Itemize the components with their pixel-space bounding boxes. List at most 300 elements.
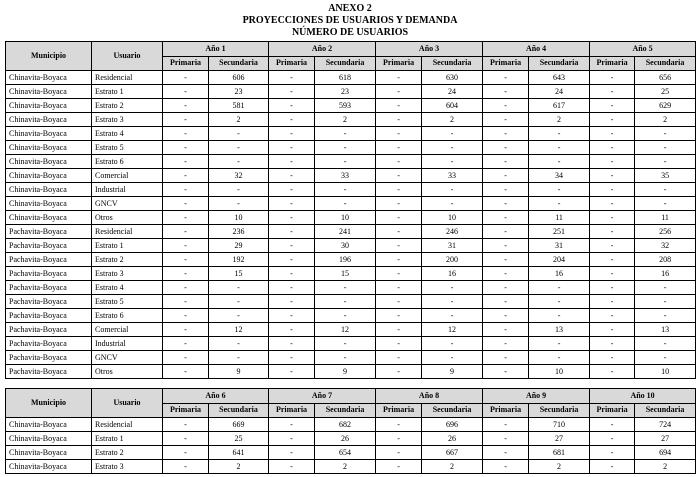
usuario-cell: Estrato 4 [92, 127, 163, 141]
secundaria-value-cell: 27 [635, 432, 696, 446]
secundaria-value-cell: 24 [529, 85, 590, 99]
primaria-value-cell: - [590, 85, 635, 99]
primaria-value-cell: - [590, 225, 635, 239]
primaria-value-cell: - [483, 155, 529, 169]
year-header: Año 6 [163, 389, 269, 404]
primaria-value-cell: - [376, 267, 422, 281]
usuario-cell: Residencial [92, 71, 163, 85]
primaria-value-cell: - [163, 281, 209, 295]
secundaria-value-cell: - [422, 281, 483, 295]
usuario-cell: Estrato 5 [92, 141, 163, 155]
secundaria-value-cell: 2 [529, 460, 590, 474]
primaria-value-cell: - [269, 253, 315, 267]
secundaria-value-cell: - [635, 281, 696, 295]
year-header-row [6, 42, 696, 57]
secundaria-value-cell: 669 [209, 418, 269, 432]
primaria-value-cell: - [163, 337, 209, 351]
primaria-value-cell: - [163, 446, 209, 460]
secundaria-value-cell: 682 [315, 418, 376, 432]
municipio-header: Municipio [6, 389, 92, 418]
primaria-value-cell: - [483, 99, 529, 113]
primaria-value-cell: - [269, 85, 315, 99]
secundaria-value-cell: 246 [422, 225, 483, 239]
primaria-value-cell: - [483, 323, 529, 337]
secundaria-value-cell: - [529, 281, 590, 295]
table-row [6, 460, 696, 474]
secundaria-header: Secundaria [209, 56, 269, 71]
primaria-value-cell: - [483, 351, 529, 365]
secundaria-value-cell: 724 [635, 418, 696, 432]
primaria-value-cell: - [163, 169, 209, 183]
secundaria-value-cell: - [635, 295, 696, 309]
secundaria-header: Secundaria [422, 403, 483, 418]
secundaria-value-cell: 16 [422, 267, 483, 281]
usuario-cell: GNCV [92, 197, 163, 211]
municipio-header: Municipio [6, 42, 92, 71]
primaria-value-cell: - [269, 155, 315, 169]
year-header: Año 1 [163, 42, 269, 57]
table-row [6, 197, 696, 211]
municipio-cell: Chinavita-Boyaca [6, 71, 92, 85]
usuario-cell: Estrato 4 [92, 281, 163, 295]
secundaria-value-cell: - [529, 127, 590, 141]
primaria-value-cell: - [163, 460, 209, 474]
municipio-cell: Chinavita-Boyaca [6, 183, 92, 197]
secundaria-value-cell: 25 [635, 85, 696, 99]
usuario-cell: Comercial [92, 169, 163, 183]
secundaria-value-cell: 11 [635, 211, 696, 225]
secundaria-value-cell: 654 [315, 446, 376, 460]
secundaria-value-cell: 26 [315, 432, 376, 446]
secundaria-value-cell: - [209, 141, 269, 155]
primaria-value-cell: - [163, 197, 209, 211]
secundaria-header: Secundaria [529, 56, 590, 71]
primaria-value-cell: - [269, 337, 315, 351]
primaria-value-cell: - [590, 460, 635, 474]
primaria-value-cell: - [269, 127, 315, 141]
table-row [6, 155, 696, 169]
table-row [6, 85, 696, 99]
primaria-value-cell: - [483, 239, 529, 253]
secundaria-value-cell: - [209, 351, 269, 365]
secundaria-value-cell: 12 [209, 323, 269, 337]
primaria-value-cell: - [163, 155, 209, 169]
table-row [6, 211, 696, 225]
year-header: Año 3 [376, 42, 483, 57]
primaria-value-cell: - [590, 351, 635, 365]
municipio-cell: Pachavita-Boyaca [6, 337, 92, 351]
municipio-cell: Chinavita-Boyaca [6, 141, 92, 155]
primaria-value-cell: - [483, 85, 529, 99]
primaria-value-cell: - [376, 225, 422, 239]
primaria-value-cell: - [376, 446, 422, 460]
secundaria-value-cell: 208 [635, 253, 696, 267]
secundaria-value-cell: 29 [209, 239, 269, 253]
primaria-value-cell: - [590, 365, 635, 379]
secundaria-value-cell: 25 [209, 432, 269, 446]
secundaria-header: Secundaria [529, 403, 590, 418]
primaria-header: Primaria [376, 403, 422, 418]
secundaria-value-cell: 2 [422, 113, 483, 127]
usuario-cell: GNCV [92, 351, 163, 365]
secundaria-value-cell: 236 [209, 225, 269, 239]
secundaria-value-cell: - [209, 127, 269, 141]
primaria-value-cell: - [590, 337, 635, 351]
primaria-header: Primaria [590, 403, 635, 418]
secundaria-value-cell: - [422, 197, 483, 211]
secundaria-value-cell: 27 [529, 432, 590, 446]
primaria-header: Primaria [483, 403, 529, 418]
secundaria-value-cell: - [315, 309, 376, 323]
primaria-value-cell: - [376, 239, 422, 253]
municipio-cell: Chinavita-Boyaca [6, 155, 92, 169]
usuario-cell: Estrato 6 [92, 309, 163, 323]
secundaria-value-cell: - [209, 183, 269, 197]
secundaria-value-cell: 710 [529, 418, 590, 432]
secundaria-value-cell: 9 [209, 365, 269, 379]
municipio-cell: Chinavita-Boyaca [6, 211, 92, 225]
secundaria-header: Secundaria [635, 403, 696, 418]
primaria-value-cell: - [376, 309, 422, 323]
secundaria-value-cell: 696 [422, 418, 483, 432]
primaria-header: Primaria [163, 56, 209, 71]
secundaria-value-cell: 2 [315, 113, 376, 127]
usuario-cell: Industrial [92, 183, 163, 197]
primaria-value-cell: - [163, 99, 209, 113]
table-row [6, 418, 696, 432]
secundaria-value-cell: 15 [209, 267, 269, 281]
primaria-value-cell: - [590, 211, 635, 225]
primaria-value-cell: - [483, 281, 529, 295]
primaria-value-cell: - [483, 267, 529, 281]
usuario-cell: Estrato 2 [92, 253, 163, 267]
primaria-value-cell: - [376, 71, 422, 85]
secundaria-value-cell: - [529, 351, 590, 365]
secundaria-value-cell: - [209, 295, 269, 309]
secundaria-value-cell: - [635, 351, 696, 365]
secundaria-value-cell: - [315, 127, 376, 141]
municipio-cell: Chinavita-Boyaca [6, 99, 92, 113]
municipio-cell: Chinavita-Boyaca [6, 197, 92, 211]
secundaria-value-cell: - [315, 295, 376, 309]
secundaria-value-cell: 10 [529, 365, 590, 379]
primaria-value-cell: - [590, 309, 635, 323]
table-row [6, 99, 696, 113]
secundaria-value-cell: - [422, 155, 483, 169]
table-row [6, 127, 696, 141]
primaria-value-cell: - [376, 99, 422, 113]
table-row [6, 351, 696, 365]
primaria-value-cell: - [269, 267, 315, 281]
primaria-value-cell: - [590, 253, 635, 267]
table-row [6, 365, 696, 379]
primaria-value-cell: - [163, 127, 209, 141]
primaria-header: Primaria [163, 403, 209, 418]
primaria-value-cell: - [483, 127, 529, 141]
primaria-value-cell: - [483, 211, 529, 225]
table-row [6, 253, 696, 267]
year-header: Año 2 [269, 42, 376, 57]
secundaria-value-cell: 629 [635, 99, 696, 113]
secundaria-value-cell: 26 [422, 432, 483, 446]
secundaria-value-cell: - [315, 351, 376, 365]
primaria-value-cell: - [376, 281, 422, 295]
primaria-value-cell: - [269, 446, 315, 460]
primaria-value-cell: - [483, 169, 529, 183]
primaria-value-cell: - [163, 211, 209, 225]
primaria-value-cell: - [376, 337, 422, 351]
primaria-value-cell: - [163, 141, 209, 155]
primaria-header: Primaria [269, 56, 315, 71]
secundaria-value-cell: 16 [529, 267, 590, 281]
primaria-value-cell: - [376, 253, 422, 267]
usuario-cell: Estrato 3 [92, 267, 163, 281]
secundaria-value-cell: - [422, 141, 483, 155]
secundaria-value-cell: 643 [529, 71, 590, 85]
secundaria-value-cell: 2 [315, 460, 376, 474]
usuario-cell: Estrato 2 [92, 99, 163, 113]
primaria-value-cell: - [376, 365, 422, 379]
primaria-value-cell: - [483, 141, 529, 155]
municipio-cell: Chinavita-Boyaca [6, 169, 92, 183]
year-header-row [6, 389, 696, 404]
table-row [6, 432, 696, 446]
secundaria-value-cell: 2 [529, 113, 590, 127]
primaria-value-cell: - [376, 460, 422, 474]
secundaria-header: Secundaria [635, 56, 696, 71]
table-row [6, 267, 696, 281]
table-row [6, 141, 696, 155]
table-row [6, 239, 696, 253]
usuario-cell: Estrato 5 [92, 295, 163, 309]
secundaria-value-cell: 606 [209, 71, 269, 85]
primaria-header: Primaria [483, 56, 529, 71]
secundaria-header: Secundaria [315, 56, 376, 71]
secundaria-value-cell: 23 [315, 85, 376, 99]
primaria-value-cell: - [590, 446, 635, 460]
primaria-value-cell: - [376, 197, 422, 211]
secundaria-value-cell: 30 [315, 239, 376, 253]
secundaria-value-cell: 2 [209, 113, 269, 127]
secundaria-header: Secundaria [315, 403, 376, 418]
secundaria-value-cell: 23 [209, 85, 269, 99]
secundaria-value-cell: - [529, 295, 590, 309]
primaria-value-cell: - [590, 169, 635, 183]
primaria-value-cell: - [590, 239, 635, 253]
primaria-value-cell: - [376, 323, 422, 337]
primaria-value-cell: - [483, 225, 529, 239]
users-table-years-6-10 [5, 388, 696, 474]
year-header: Año 4 [483, 42, 590, 57]
primaria-value-cell: - [483, 183, 529, 197]
primaria-value-cell: - [269, 99, 315, 113]
secundaria-value-cell: - [529, 141, 590, 155]
primaria-value-cell: - [163, 418, 209, 432]
secundaria-value-cell: 656 [635, 71, 696, 85]
secundaria-value-cell: 10 [635, 365, 696, 379]
primaria-value-cell: - [590, 183, 635, 197]
secundaria-value-cell: 256 [635, 225, 696, 239]
secundaria-value-cell: 681 [529, 446, 590, 460]
secundaria-value-cell: - [635, 127, 696, 141]
usuario-header: Usuario [92, 389, 163, 418]
primaria-value-cell: - [483, 365, 529, 379]
secundaria-value-cell: - [422, 337, 483, 351]
primaria-value-cell: - [163, 253, 209, 267]
municipio-cell: Pachavita-Boyaca [6, 323, 92, 337]
table-row [6, 337, 696, 351]
primaria-header: Primaria [590, 56, 635, 71]
primaria-value-cell: - [590, 127, 635, 141]
secundaria-value-cell: - [635, 155, 696, 169]
secundaria-value-cell: 617 [529, 99, 590, 113]
secundaria-value-cell: - [209, 309, 269, 323]
primaria-value-cell: - [163, 239, 209, 253]
primaria-value-cell: - [590, 141, 635, 155]
secundaria-value-cell: - [529, 197, 590, 211]
secundaria-value-cell: - [315, 337, 376, 351]
secundaria-value-cell: 9 [315, 365, 376, 379]
primaria-value-cell: - [376, 85, 422, 99]
municipio-cell: Chinavita-Boyaca [6, 85, 92, 99]
primaria-value-cell: - [590, 323, 635, 337]
primaria-value-cell: - [269, 183, 315, 197]
secundaria-value-cell: 10 [422, 211, 483, 225]
secundaria-value-cell: - [422, 183, 483, 197]
primaria-value-cell: - [483, 432, 529, 446]
secundaria-value-cell: - [315, 155, 376, 169]
secundaria-value-cell: 630 [422, 71, 483, 85]
secundaria-value-cell: 241 [315, 225, 376, 239]
secundaria-value-cell: 13 [635, 323, 696, 337]
primaria-value-cell: - [483, 337, 529, 351]
secundaria-value-cell: 604 [422, 99, 483, 113]
primaria-header: Primaria [269, 403, 315, 418]
primaria-value-cell: - [376, 418, 422, 432]
primaria-value-cell: - [163, 432, 209, 446]
municipio-cell: Pachavita-Boyaca [6, 239, 92, 253]
usuario-cell: Comercial [92, 323, 163, 337]
usuario-cell: Estrato 1 [92, 85, 163, 99]
primaria-value-cell: - [590, 295, 635, 309]
primaria-value-cell: - [163, 351, 209, 365]
table-row [6, 323, 696, 337]
secundaria-value-cell: 11 [529, 211, 590, 225]
secundaria-value-cell: 2 [635, 460, 696, 474]
primaria-value-cell: - [376, 183, 422, 197]
secundaria-value-cell: - [315, 281, 376, 295]
secundaria-value-cell: 32 [635, 239, 696, 253]
secundaria-value-cell: 12 [315, 323, 376, 337]
municipio-cell: Pachavita-Boyaca [6, 281, 92, 295]
secundaria-value-cell: 2 [635, 113, 696, 127]
usuario-cell: Estrato 1 [92, 239, 163, 253]
users-table-years-1-5 [5, 41, 696, 379]
primaria-value-cell: - [163, 71, 209, 85]
municipio-cell: Chinavita-Boyaca [6, 418, 92, 432]
secundaria-value-cell: - [422, 351, 483, 365]
secundaria-value-cell: 31 [529, 239, 590, 253]
municipio-cell: Chinavita-Boyaca [6, 446, 92, 460]
table-row [6, 225, 696, 239]
primaria-value-cell: - [376, 169, 422, 183]
usuario-cell: Residencial [92, 225, 163, 239]
primaria-value-cell: - [590, 99, 635, 113]
table-row [6, 295, 696, 309]
usuario-cell: Industrial [92, 337, 163, 351]
primaria-value-cell: - [269, 71, 315, 85]
secundaria-value-cell: 593 [315, 99, 376, 113]
document-titles [0, 0, 700, 39]
primaria-value-cell: - [269, 225, 315, 239]
secundaria-value-cell: 13 [529, 323, 590, 337]
secundaria-value-cell: - [635, 309, 696, 323]
primaria-value-cell: - [483, 418, 529, 432]
secundaria-value-cell: - [422, 127, 483, 141]
municipio-cell: Chinavita-Boyaca [6, 127, 92, 141]
municipio-cell: Pachavita-Boyaca [6, 309, 92, 323]
secundaria-value-cell: - [209, 281, 269, 295]
municipio-cell: Pachavita-Boyaca [6, 295, 92, 309]
primaria-value-cell: - [483, 295, 529, 309]
secundaria-header: Secundaria [209, 403, 269, 418]
primaria-value-cell: - [269, 432, 315, 446]
primaria-value-cell: - [269, 239, 315, 253]
primaria-value-cell: - [269, 197, 315, 211]
primaria-value-cell: - [163, 323, 209, 337]
primaria-value-cell: - [163, 295, 209, 309]
primaria-value-cell: - [269, 141, 315, 155]
primaria-value-cell: - [483, 309, 529, 323]
usuario-cell: Estrato 1 [92, 432, 163, 446]
usuario-header: Usuario [92, 42, 163, 71]
primaria-value-cell: - [376, 211, 422, 225]
table-row [6, 446, 696, 460]
secundaria-value-cell: 31 [422, 239, 483, 253]
projections-title: PROYECCIONES DE USUARIOS Y DEMANDA [242, 15, 458, 26]
secundaria-value-cell: 10 [209, 211, 269, 225]
primaria-value-cell: - [376, 351, 422, 365]
primaria-value-cell: - [376, 155, 422, 169]
secundaria-value-cell: - [529, 337, 590, 351]
municipio-cell: Pachavita-Boyaca [6, 267, 92, 281]
year-header: Año 5 [590, 42, 696, 57]
municipio-cell: Chinavita-Boyaca [6, 432, 92, 446]
secundaria-value-cell: - [315, 141, 376, 155]
table-row [6, 281, 696, 295]
primaria-value-cell: - [269, 169, 315, 183]
year-header: Año 9 [483, 389, 590, 404]
usuario-cell: Estrato 6 [92, 155, 163, 169]
secundaria-value-cell: 641 [209, 446, 269, 460]
secundaria-value-cell: 33 [315, 169, 376, 183]
secundaria-value-cell: - [635, 337, 696, 351]
secundaria-value-cell: 24 [422, 85, 483, 99]
primaria-value-cell: - [483, 460, 529, 474]
users-count-title: NÚMERO DE USUARIOS [291, 27, 409, 38]
secundaria-value-cell: 32 [209, 169, 269, 183]
table-row [6, 71, 696, 85]
primaria-value-cell: - [269, 281, 315, 295]
secundaria-value-cell: - [209, 337, 269, 351]
primaria-value-cell: - [163, 225, 209, 239]
secundaria-value-cell: 2 [422, 460, 483, 474]
primaria-value-cell: - [269, 323, 315, 337]
year-header: Año 7 [269, 389, 376, 404]
secundaria-value-cell: 15 [315, 267, 376, 281]
primaria-value-cell: - [269, 309, 315, 323]
secundaria-value-cell: 35 [635, 169, 696, 183]
